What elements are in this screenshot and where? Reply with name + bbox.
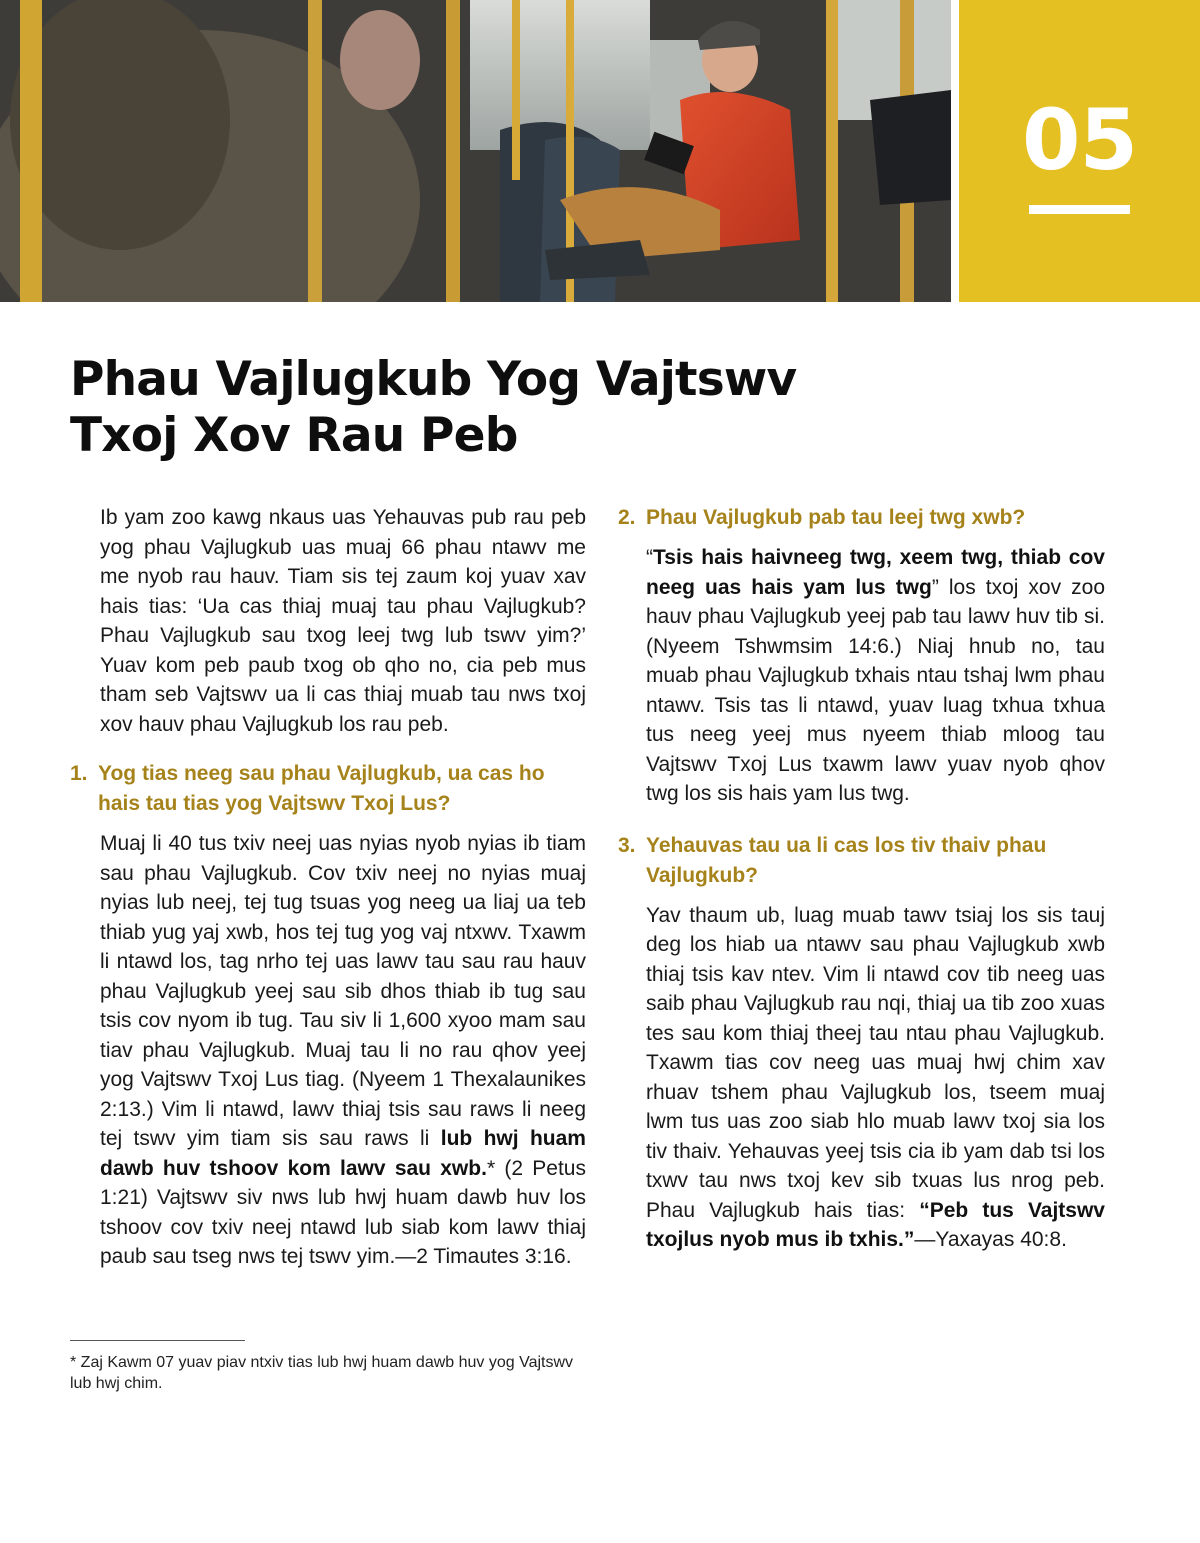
body-text: —Yaxayas 40:8. — [914, 1228, 1067, 1251]
question-2-body — [618, 543, 1105, 809]
body-text: Yav thaum ub, luag muab tawv tsiaj los sis tauj deg los hiab ua ntawv sau phau Vajlugkub xwb thiaj tsis kav ntev. Vim li ntawd cov tib neeg uas saib phau Vajlugkub rau nqi, thiaj ua tib zoo xuas tes sau kom thiaj theej tau ntau phau Vajlugkub. Txawm tias cov neeg uas muaj hwj chim xav rhuav tshem phau Vajlugkub los, tseem muaj lwm tus uas zoo siab hlo muab lawv txoj sia los tiv thaiv. Yehauvas yeej tsis cia ib yam dab tsi los txwv tau nws txoj kev sib txuas lus nrog peb. Phau Vajlugkub hais tias: — [646, 903, 1105, 1222]
question-2-heading — [618, 503, 1105, 533]
question-number: 3. — [618, 833, 636, 857]
title-line-2: Txoj Xov Rau Peb — [70, 408, 518, 463]
body-text: Muaj li 40 tus txiv neej uas nyias nyob nyias ib tiam sau phau Vajlugkub. Cov txiv neej no nyias muaj nyias lub neej, tej tug tsuas yog neeg ua liaj ua teb thiab yug yaj xwb, hos tej tug yog vaj ntxwv. Txawm li ntawd los, tag nrho tej uas lawv tau sau rau hauv phau Vajlugkub yeej sau sib dhos thiab ib tug sau tsis cov nyom ib tug. Tau siv li 1,600 xyoo mam sau tiav phau Vajlugkub. Muaj tau li no rau qhov yeej yog Vajtswv Txoj Lus tiag. (Nyeem 1 Thexalaunikes 2:13.) Vim li ntawd, lawv thiaj tsis sau raws li neeg tej tswv yim tiam sis sau raws li — [100, 832, 586, 1150]
chapter-number: 05 — [1022, 91, 1137, 189]
footnote: * Zaj Kawm 07 yuav piav ntxiv tias lub hwj huam dawb huv yog Vajtswv lub hwj chim. — [70, 1354, 574, 1392]
body-text: ” los txoj xov zoo hauv phau Vajlugkub yeej pab tau lawv huv tib si. (Nyeem Tshwmsim 14:6.) Niaj hnub no, tau muab phau Vajlugkub txhais ntau tshaj lwm phau ntawv. Tsis tas li ntawd, yuav luag txhua txhua tus neeg yeej mus nyeem thiab mloog tau Vajtswv Txoj Lus txawm lawv yuav nyob qhov twg los sis hais yam lus twg. — [646, 575, 1105, 805]
bus-scene-illustration — [0, 0, 951, 302]
body-emphasis: “Peb tus Vajtswv txojlus nyob mus ib txhis.” — [646, 1198, 1105, 1251]
question-text: Yehauvas tau ua li cas los tiv thaiv phau Vajlugkub? — [646, 833, 1047, 887]
intro-paragraph: Ib yam zoo kawg nkaus uas Yehauvas pub rau peb yog phau Vajlugkub uas muaj 66 phau ntawv me me nyob rau hauv. Tiam sis tej zaum koj yuav xav hais tias: ‘Ua cas thiaj muaj tau phau Vajlugkub? Phau Vajlugkub sau txog leej twg lub tswv yim?’ Yuav kom peb paub txog ob qho no, cia peb mus tham seb Vajtswv ua li cas thiaj muab tau nws txoj xov hauv phau Vajlugkub los rau peb. — [100, 506, 586, 736]
question-text: Yog tias neeg sau phau Vajlugkub, ua cas ho hais tau tias yog Vajtswv Txoj Lus? — [98, 762, 545, 815]
question-text: Phau Vajlugkub pab tau leej twg xwb? — [646, 506, 1026, 529]
body-emphasis: Tsis hais haivneeg twg, xeem twg, thiab cov neeg uas hais yam lus twg — [646, 546, 1105, 599]
question-1-heading — [70, 759, 586, 819]
question-number: 1. — [70, 762, 88, 785]
question-3-body — [618, 901, 1105, 1255]
body-emphasis: lub hwj huam dawb huv tshoov kom lawv sau xwb. — [100, 1127, 586, 1180]
chapter-rule — [1029, 205, 1130, 214]
body-text: “ — [646, 546, 653, 569]
footnote-divider — [70, 1340, 245, 1341]
hero-photo — [0, 0, 951, 302]
page-title — [70, 352, 870, 464]
left-column — [70, 503, 586, 1272]
title-line-1: Phau Vajlugkub Yog Vajtswv — [70, 352, 797, 407]
question-3-heading — [618, 831, 1105, 891]
right-column — [618, 503, 1105, 1255]
question-number: 2. — [618, 506, 636, 529]
body-text: * (2 Petus 1:21) Vajtswv siv nws lub hwj huam dawb huv los tshoov cov txiv neej ntawd lub siab kom lawv thiaj paub sau tseg nws tej tswv yim.—2 Timautes 3:16. — [100, 1156, 586, 1268]
question-1-body — [70, 829, 586, 1272]
chapter-badge — [959, 0, 1200, 302]
